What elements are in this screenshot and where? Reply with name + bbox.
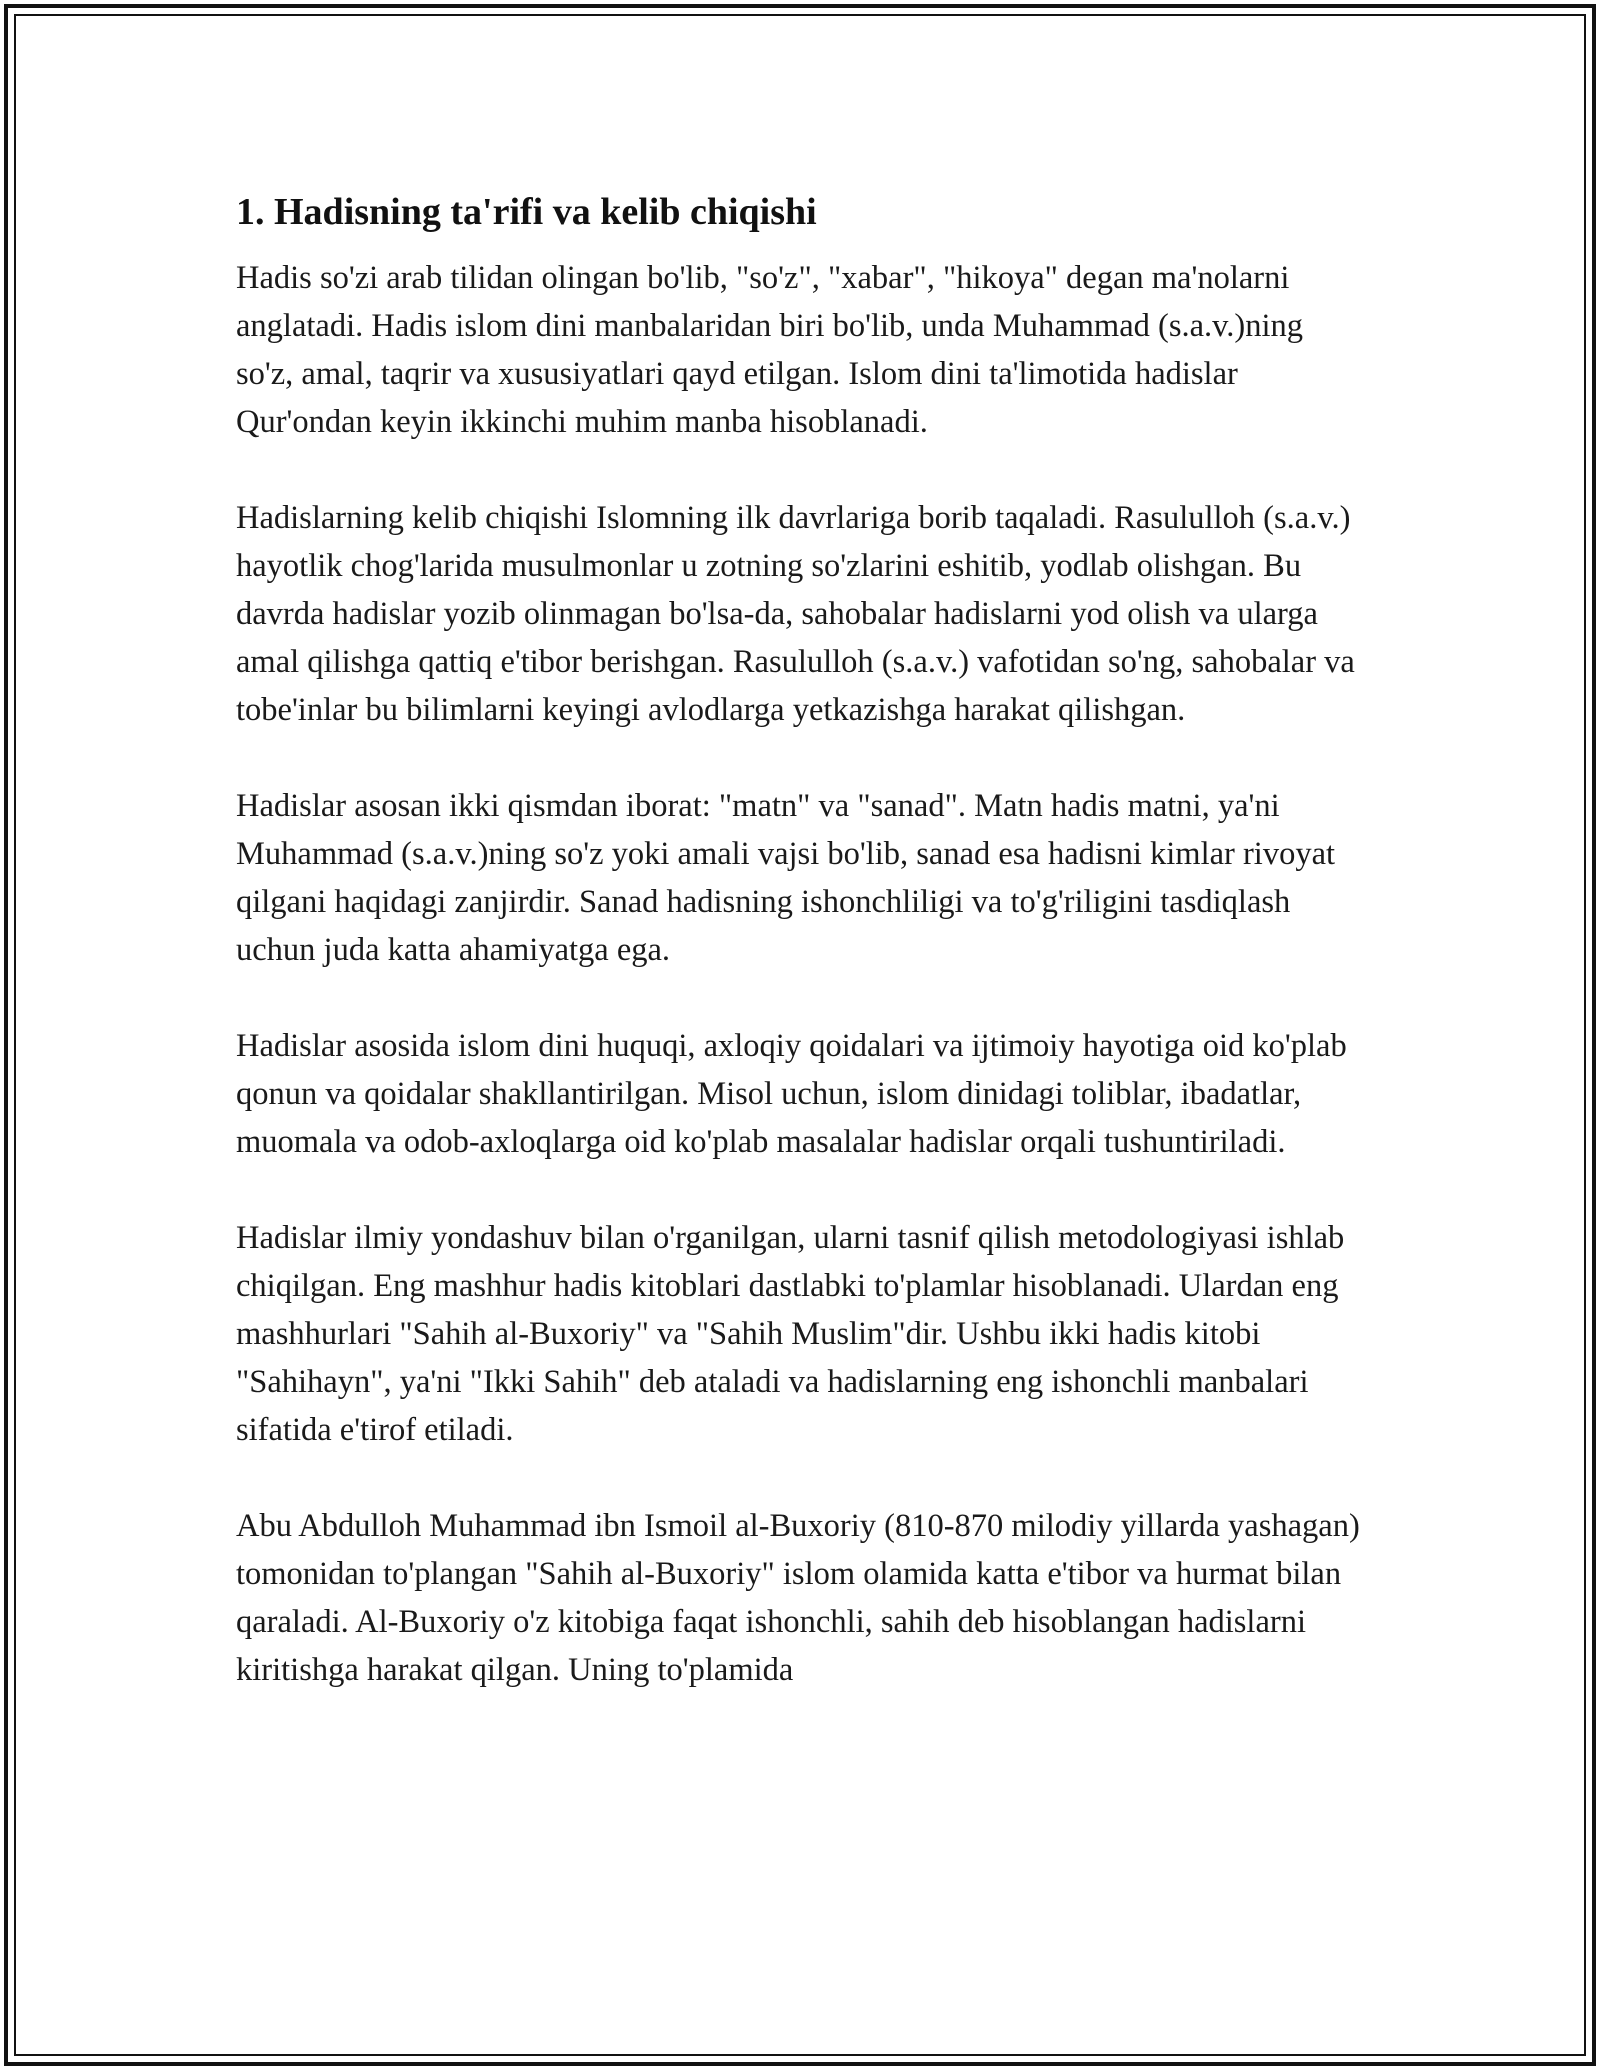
paragraph-methodology: Hadislar ilmiy yondashuv bilan o'rganilgan, ularni tasnif qilish metodologiyasi ishlab chiqilgan. Eng mashhur hadis kitoblari dastlabki to'plamlar hisoblanadi. Ulardan eng mashhurlari "Sahih al-Buxoriy" va "Sahih Muslim"dir. Ushbu ikki hadis kitobi "Sahihayn", ya'ni "Ikki Sahih" deb ataladi va hadislarning eng ishonchli manbalari sifatida e'tirof etiladi. — [236, 1220, 1345, 1448]
paragraph-matn-sanad: Hadislar asosan ikki qismdan iborat: "matn" va "sanad". Matn hadis matni, ya'ni Muhammad (s.a.v.)ning so'z yoki amali vajsi bo'lib, sanad esa hadisni kimlar rivoyat qilgani haqidagi zanjirdir. Sanad hadisning ishonchliligi va to'g'riligini tasdiqlash uchun juda katta ahamiyatga ega. — [236, 788, 1336, 968]
paragraph-definition: Hadis so'zi arab tilidan olingan bo'lib, "so'z", "xabar", "hikoya" degan ma'nolarni anglatadi. Hadis islom dini manbalaridan biri bo'lib, unda Muhammad (s.a.v.)ning so'z, amal, taqrir va xususiyatlari qayd etilgan. Islom dini ta'limotida hadislar Qur'ondan keyin ikkinchi muhim manba hisoblanadi. — [236, 260, 1304, 440]
document-page — [236, 186, 1364, 1694]
section-heading: 1. Hadisning ta'rifi va kelib chiqishi — [236, 191, 817, 233]
paragraph-buxoriy: Abu Abdulloh Muhammad ibn Ismoil al-Buxoriy (810-870 milodiy yillarda yashagan) tomonidan to'plangan "Sahih al-Buxoriy" islom olamida katta e'tibor va hurmat bilan qaraladi. Al-Buxoriy o'z kitobiga faqat ishonchli, sahih deb hisoblangan hadislarni kiritishga harakat qilgan. Uning to'plamida — [236, 1508, 1360, 1688]
paragraph-origin: Hadislarning kelib chiqishi Islomning ilk davrlariga borib taqaladi. Rasululloh (s.a.v.) hayotlik chog'larida musulmonlar u zotning so'zlarini eshitib, yodlab olishgan. Bu davrda hadislar yozib olinmagan bo'lsa-da, sahobalar hadislarni yod olish va ularga amal qilishga qattiq e'tibor berishgan. Rasululloh (s.a.v.) vafotidan so'ng, sahobalar va tobe'inlar bu bilimlarni keyingi avlodlarga yetkazishga harakat qilishgan. — [236, 500, 1355, 728]
paragraph-law: Hadislar asosida islom dini huquqi, axloqiy qoidalari va ijtimoiy hayotiga oid ko'plab qonun va qoidalar shakllantirilgan. Misol uchun, islom dinidagi toliblar, ibadatlar, muomala va odob-axloqlarga oid ko'plab masalalar hadislar orqali tushuntiriladi. — [236, 1028, 1347, 1160]
